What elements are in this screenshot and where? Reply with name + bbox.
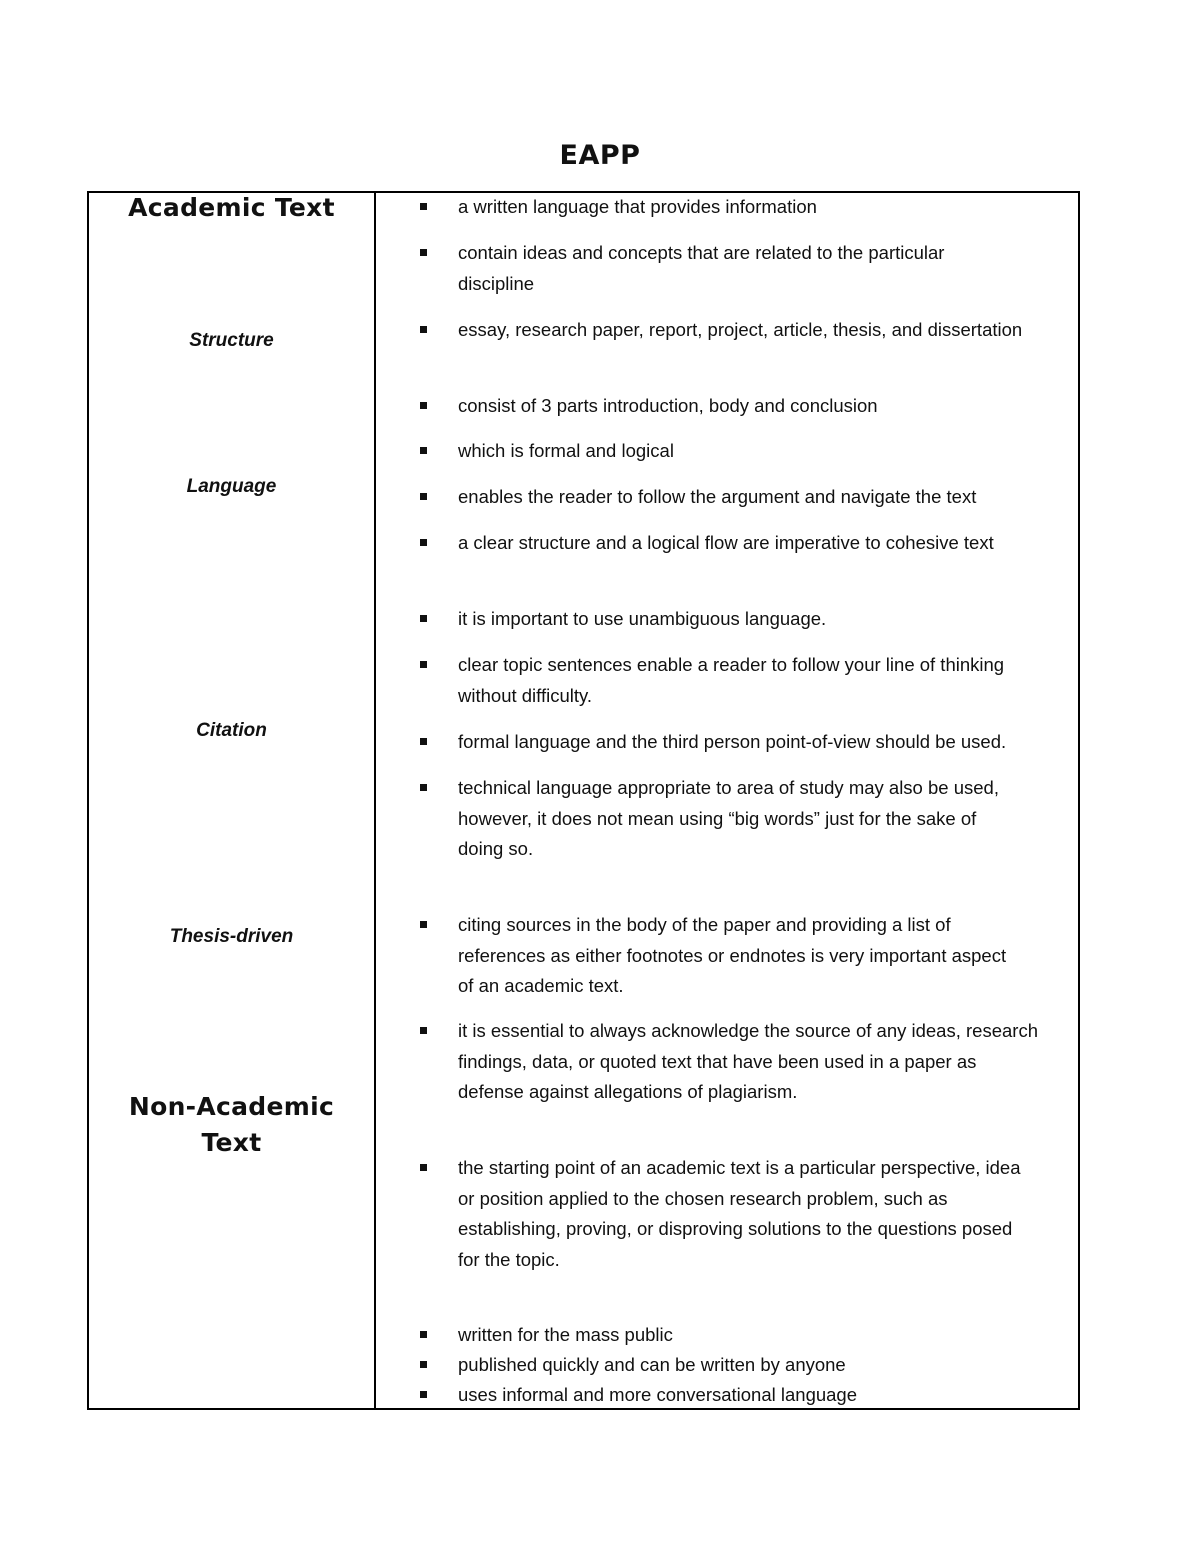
bullet-icon: [420, 615, 427, 622]
bullet-text: consist of 3 parts introduction, body and conclusion: [458, 395, 878, 416]
bullet-icon: [420, 326, 427, 333]
bullet-icon: [420, 402, 427, 409]
bullet-text: citing sources in the body of the paper and providing a list of references as either footnotes or endnotes is very important aspect of an academic text.: [458, 914, 1007, 996]
bullet-text: clear topic sentences enable a reader to follow your line of thinking without difficulty.: [458, 654, 1005, 706]
bullet-text: a written language that provides information: [458, 196, 817, 217]
bullet-icon: [420, 1027, 427, 1034]
page-title: EAPP: [559, 140, 641, 171]
bullet-icon: [420, 1391, 427, 1398]
bullet-icon: [420, 249, 427, 256]
citation-label: Citation: [196, 720, 267, 741]
bullet-text: a clear structure and a logical flow are imperative to cohesive text: [458, 532, 994, 553]
bullet-text: which is formal and logical: [458, 440, 674, 461]
language-label: Language: [186, 476, 277, 497]
bullet-text: contain ideas and concepts that are related to the particular discipline: [458, 242, 945, 294]
bullet-icon: [420, 921, 427, 928]
bullet-text: it is important to use unambiguous language.: [458, 608, 827, 629]
thesis-driven-label: Thesis-driven: [169, 926, 294, 947]
bullet-text: essay, research paper, report, project, article, thesis, and dissertation: [458, 319, 1023, 340]
bullet-icon: [420, 1164, 427, 1171]
bullet-text: uses informal and more conversational language: [458, 1384, 858, 1405]
academic-text-heading: Academic Text: [128, 193, 335, 222]
non-academic-heading-line2: Text: [201, 1128, 262, 1157]
bullet-icon: [420, 1331, 427, 1338]
bullet-text: the starting point of an academic text is a particular perspective, idea or position applied to the chosen research problem, such as establishing, proving, or disproving solutions to the questions posed for the topic.: [458, 1157, 1021, 1270]
bullet-text: technical language appropriate to area of study may also be used, however, it does not mean using “big words” just for the sake of doing so.: [458, 777, 999, 859]
bullet-icon: [420, 1361, 427, 1368]
bullet-icon: [420, 447, 427, 454]
bullet-icon: [420, 738, 427, 745]
bullet-text: written for the mass public: [458, 1324, 673, 1345]
bullet-text: published quickly and can be written by anyone: [458, 1354, 846, 1375]
column-divider: [374, 191, 376, 1410]
bullet-text: it is essential to always acknowledge the source of any ideas, research findings, data, or quoted text that have been used in a paper as defense against allegations of plagiarism.: [458, 1020, 1038, 1102]
bullet-text: enables the reader to follow the argument and navigate the text: [458, 486, 977, 507]
bullet-icon: [420, 784, 427, 791]
non-academic-heading: [89, 1089, 374, 1161]
bullet-icon: [420, 661, 427, 668]
bullet-icon: [420, 539, 427, 546]
bullet-icon: [420, 493, 427, 500]
bullet-icon: [420, 203, 427, 210]
structure-label: Structure: [189, 330, 274, 351]
bullet-text: formal language and the third person point-of-view should be used.: [458, 731, 1007, 752]
non-academic-heading-line1: Non-Academic: [128, 1092, 335, 1121]
